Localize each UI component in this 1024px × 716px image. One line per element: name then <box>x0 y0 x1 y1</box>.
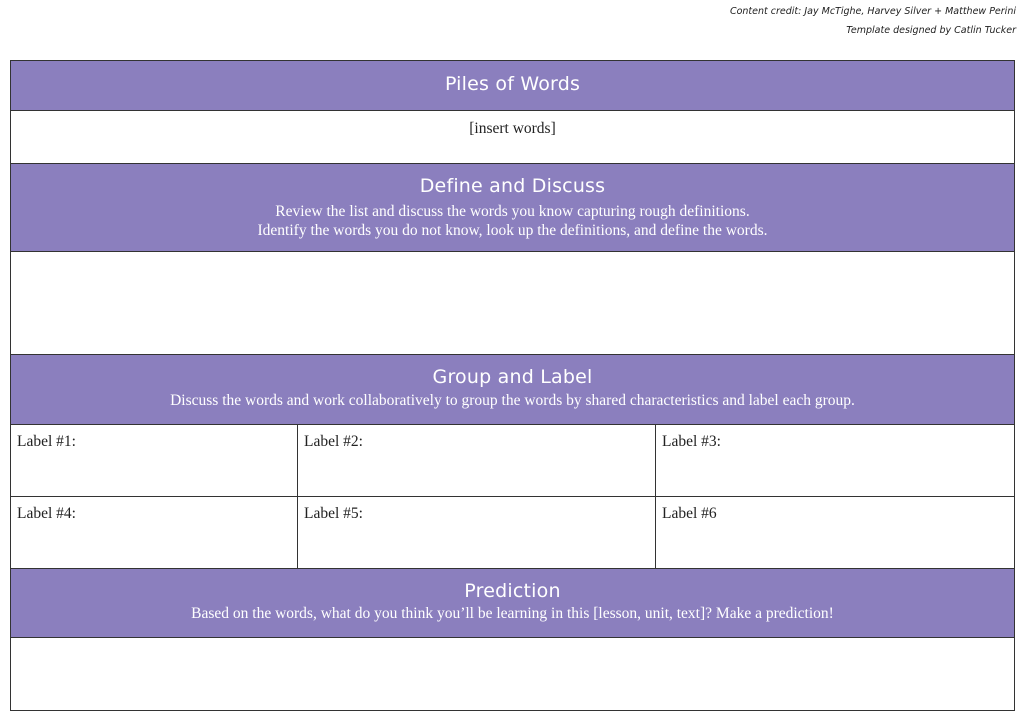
label-cell-1[interactable] <box>11 425 298 496</box>
piles-words-area[interactable] <box>11 111 1014 164</box>
prediction-answer-area[interactable] <box>11 638 1014 710</box>
credit-content: Content credit: Jay McTighe, Harvey Silver + Matthew Perini <box>729 6 1016 17</box>
label-5-text: Label #5: <box>304 505 363 522</box>
prediction-title: Prediction <box>464 580 561 602</box>
group-title: Group and Label <box>432 366 593 388</box>
piles-title: Piles of Words <box>444 73 581 95</box>
define-instruction-2: Identify the words you do not know, look up the definitions, and define the words. <box>257 222 768 239</box>
label-row-1 <box>11 425 1014 497</box>
prediction-instruction: Based on the words, what do you think you’ll be learning in this [lesson, unit, text]? Make a prediction! <box>191 605 834 622</box>
piles-placeholder: [insert words] <box>469 120 556 137</box>
label-row-2 <box>11 497 1014 569</box>
define-header <box>11 164 1014 252</box>
label-cell-4[interactable] <box>11 497 298 568</box>
label-cell-6[interactable] <box>656 497 1014 568</box>
label-6-text: Label #6 <box>662 505 717 522</box>
define-instruction-1: Review the list and discuss the words you know capturing rough definitions. <box>275 203 750 220</box>
group-instruction: Discuss the words and work collaboratively to group the words by shared characteristics and label each group. <box>170 392 855 409</box>
label-4-text: Label #4: <box>17 505 76 522</box>
define-title: Define and Discuss <box>419 175 606 197</box>
group-header <box>11 355 1014 425</box>
label-cell-5[interactable] <box>298 497 656 568</box>
credit-template: Template designed by Catlin Tucker <box>846 25 1016 36</box>
label-cell-3[interactable] <box>656 425 1014 496</box>
define-answer-area[interactable] <box>11 252 1014 355</box>
piles-header <box>11 61 1014 111</box>
label-3-text: Label #3: <box>662 433 721 450</box>
credits <box>730 2 1016 40</box>
label-cell-2[interactable] <box>298 425 656 496</box>
prediction-header <box>11 569 1014 638</box>
worksheet <box>10 60 1015 711</box>
label-1-text: Label #1: <box>17 433 76 450</box>
label-2-text: Label #2: <box>304 433 363 450</box>
